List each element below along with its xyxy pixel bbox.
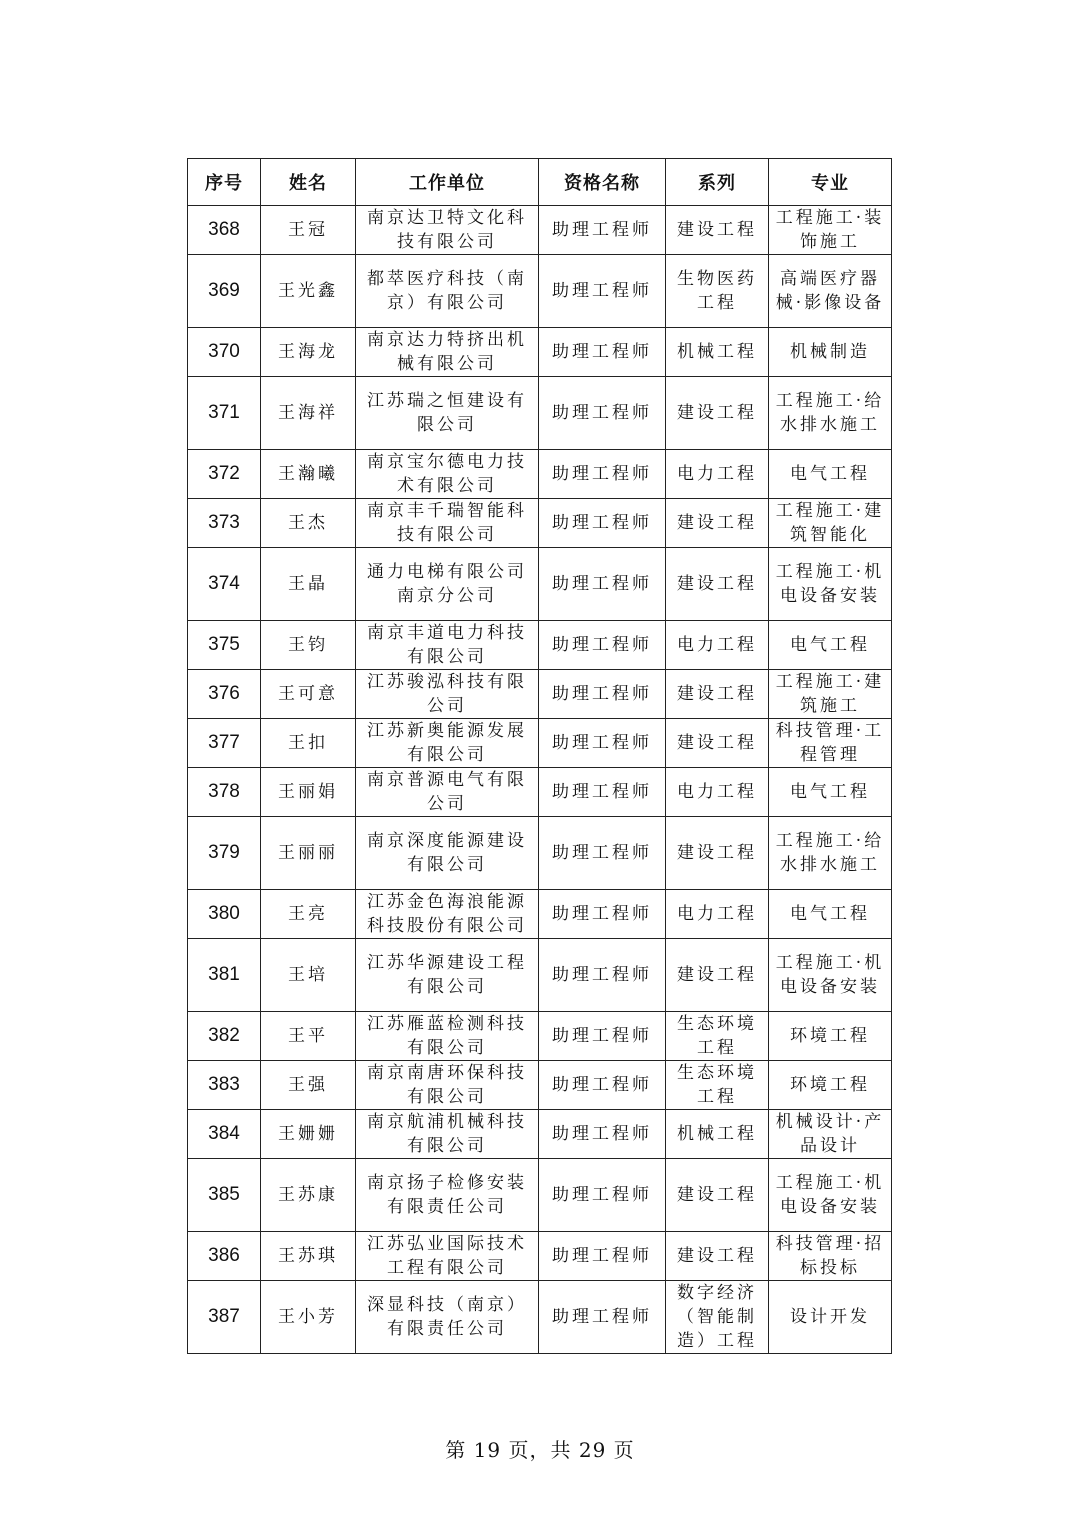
cell-series: 建设工程 xyxy=(666,499,769,548)
cell-name: 王苏琪 xyxy=(261,1232,356,1281)
cell-major: 科技管理·工程管理 xyxy=(769,719,892,768)
cell-name: 王姗姗 xyxy=(261,1110,356,1159)
cell-qualification: 助理工程师 xyxy=(539,450,666,499)
cell-unit: 江苏雁蓝检测科技有限公司 xyxy=(356,1012,539,1061)
header-seq: 序号 xyxy=(188,159,261,206)
cell-seq: 387 xyxy=(188,1281,261,1354)
cell-qualification: 助理工程师 xyxy=(539,548,666,621)
cell-seq: 381 xyxy=(188,939,261,1012)
table-row xyxy=(188,206,892,255)
cell-unit: 江苏金色海浪能源科技股份有限公司 xyxy=(356,890,539,939)
cell-major: 科技管理·招标投标 xyxy=(769,1232,892,1281)
cell-seq: 384 xyxy=(188,1110,261,1159)
table-header-row xyxy=(188,159,892,206)
cell-seq: 368 xyxy=(188,206,261,255)
cell-unit: 南京深度能源建设有限公司 xyxy=(356,817,539,890)
header-major: 专业 xyxy=(769,159,892,206)
cell-seq: 378 xyxy=(188,768,261,817)
table-row xyxy=(188,621,892,670)
cell-major: 环境工程 xyxy=(769,1012,892,1061)
table-row xyxy=(188,768,892,817)
cell-unit: 江苏华源建设工程有限公司 xyxy=(356,939,539,1012)
cell-unit: 南京达力特挤出机械有限公司 xyxy=(356,328,539,377)
cell-seq: 386 xyxy=(188,1232,261,1281)
cell-major: 工程施工·建筑施工 xyxy=(769,670,892,719)
cell-seq: 382 xyxy=(188,1012,261,1061)
cell-name: 王培 xyxy=(261,939,356,1012)
cell-name: 王钧 xyxy=(261,621,356,670)
table-row xyxy=(188,377,892,450)
cell-major: 机械制造 xyxy=(769,328,892,377)
cell-unit: 南京丰道电力科技有限公司 xyxy=(356,621,539,670)
table-row xyxy=(188,255,892,328)
cell-major: 工程施工·给水排水施工 xyxy=(769,377,892,450)
cell-major: 工程施工·机电设备安装 xyxy=(769,939,892,1012)
cell-series: 建设工程 xyxy=(666,719,769,768)
cell-seq: 372 xyxy=(188,450,261,499)
cell-qualification: 助理工程师 xyxy=(539,1159,666,1232)
cell-series: 电力工程 xyxy=(666,890,769,939)
cell-major: 高端医疗器械·影像设备 xyxy=(769,255,892,328)
cell-name: 王丽丽 xyxy=(261,817,356,890)
cell-unit: 江苏骏泓科技有限公司 xyxy=(356,670,539,719)
cell-series: 电力工程 xyxy=(666,768,769,817)
cell-name: 王平 xyxy=(261,1012,356,1061)
cell-unit: 通力电梯有限公司南京分公司 xyxy=(356,548,539,621)
table-row xyxy=(188,817,892,890)
cell-name: 王小芳 xyxy=(261,1281,356,1354)
cell-major: 工程施工·装饰施工 xyxy=(769,206,892,255)
cell-unit: 南京达卫特文化科技有限公司 xyxy=(356,206,539,255)
cell-seq: 369 xyxy=(188,255,261,328)
cell-seq: 380 xyxy=(188,890,261,939)
table-row xyxy=(188,1012,892,1061)
cell-qualification: 助理工程师 xyxy=(539,670,666,719)
qualification-table xyxy=(187,158,892,1354)
cell-major: 工程施工·机电设备安装 xyxy=(769,548,892,621)
cell-major: 电气工程 xyxy=(769,890,892,939)
table-row xyxy=(188,1159,892,1232)
cell-unit: 江苏弘业国际技术工程有限公司 xyxy=(356,1232,539,1281)
cell-major: 设计开发 xyxy=(769,1281,892,1354)
cell-seq: 379 xyxy=(188,817,261,890)
cell-name: 王扣 xyxy=(261,719,356,768)
cell-unit: 深显科技（南京）有限责任公司 xyxy=(356,1281,539,1354)
cell-seq: 383 xyxy=(188,1061,261,1110)
cell-name: 王亮 xyxy=(261,890,356,939)
cell-major: 机械设计·产品设计 xyxy=(769,1110,892,1159)
cell-unit: 南京航浦机械科技有限公司 xyxy=(356,1110,539,1159)
cell-name: 王可意 xyxy=(261,670,356,719)
table-row xyxy=(188,499,892,548)
cell-series: 数字经济（智能制造）工程 xyxy=(666,1281,769,1354)
table-row xyxy=(188,890,892,939)
cell-name: 王强 xyxy=(261,1061,356,1110)
cell-major: 电气工程 xyxy=(769,621,892,670)
cell-unit: 江苏新奥能源发展有限公司 xyxy=(356,719,539,768)
header-unit: 工作单位 xyxy=(356,159,539,206)
cell-qualification: 助理工程师 xyxy=(539,1110,666,1159)
cell-unit: 南京普源电气有限公司 xyxy=(356,768,539,817)
cell-major: 环境工程 xyxy=(769,1061,892,1110)
cell-qualification: 助理工程师 xyxy=(539,817,666,890)
cell-series: 电力工程 xyxy=(666,450,769,499)
header-qualification: 资格名称 xyxy=(539,159,666,206)
table-body xyxy=(188,206,892,1354)
cell-qualification: 助理工程师 xyxy=(539,328,666,377)
cell-name: 王海祥 xyxy=(261,377,356,450)
table-row xyxy=(188,719,892,768)
cell-series: 建设工程 xyxy=(666,670,769,719)
cell-seq: 375 xyxy=(188,621,261,670)
cell-name: 王冠 xyxy=(261,206,356,255)
cell-seq: 376 xyxy=(188,670,261,719)
cell-unit: 南京南唐环保科技有限公司 xyxy=(356,1061,539,1110)
cell-qualification: 助理工程师 xyxy=(539,499,666,548)
cell-seq: 373 xyxy=(188,499,261,548)
cell-qualification: 助理工程师 xyxy=(539,768,666,817)
page-footer: 第 19 页，共 29 页 xyxy=(445,1438,635,1462)
cell-unit: 都萃医疗科技（南京）有限公司 xyxy=(356,255,539,328)
cell-series: 建设工程 xyxy=(666,377,769,450)
cell-seq: 370 xyxy=(188,328,261,377)
cell-qualification: 助理工程师 xyxy=(539,1012,666,1061)
cell-series: 机械工程 xyxy=(666,328,769,377)
cell-seq: 371 xyxy=(188,377,261,450)
cell-name: 王杰 xyxy=(261,499,356,548)
table-row xyxy=(188,1232,892,1281)
cell-series: 建设工程 xyxy=(666,548,769,621)
cell-name: 王丽娟 xyxy=(261,768,356,817)
cell-name: 王海龙 xyxy=(261,328,356,377)
cell-seq: 374 xyxy=(188,548,261,621)
cell-series: 电力工程 xyxy=(666,621,769,670)
table-row xyxy=(188,1061,892,1110)
cell-unit: 南京宝尔德电力技术有限公司 xyxy=(356,450,539,499)
cell-qualification: 助理工程师 xyxy=(539,377,666,450)
cell-qualification: 助理工程师 xyxy=(539,890,666,939)
cell-name: 王光鑫 xyxy=(261,255,356,328)
header-name: 姓名 xyxy=(261,159,356,206)
cell-unit: 南京扬子检修安装有限责任公司 xyxy=(356,1159,539,1232)
header-series: 系列 xyxy=(666,159,769,206)
cell-seq: 377 xyxy=(188,719,261,768)
cell-qualification: 助理工程师 xyxy=(539,1061,666,1110)
table-row xyxy=(188,1110,892,1159)
table-row xyxy=(188,939,892,1012)
cell-name: 王晶 xyxy=(261,548,356,621)
cell-qualification: 助理工程师 xyxy=(539,719,666,768)
table-row xyxy=(188,1281,892,1354)
cell-qualification: 助理工程师 xyxy=(539,939,666,1012)
table-row xyxy=(188,548,892,621)
cell-major: 工程施工·机电设备安装 xyxy=(769,1159,892,1232)
cell-series: 生态环境工程 xyxy=(666,1012,769,1061)
table-row xyxy=(188,670,892,719)
cell-series: 生物医药工程 xyxy=(666,255,769,328)
cell-qualification: 助理工程师 xyxy=(539,206,666,255)
cell-major: 工程施工·给水排水施工 xyxy=(769,817,892,890)
cell-series: 生态环境工程 xyxy=(666,1061,769,1110)
cell-name: 王苏康 xyxy=(261,1159,356,1232)
cell-major: 电气工程 xyxy=(769,450,892,499)
cell-name: 王瀚曦 xyxy=(261,450,356,499)
cell-qualification: 助理工程师 xyxy=(539,1232,666,1281)
cell-unit: 南京丰千瑞智能科技有限公司 xyxy=(356,499,539,548)
table-row xyxy=(188,450,892,499)
cell-seq: 385 xyxy=(188,1159,261,1232)
table-row xyxy=(188,328,892,377)
cell-series: 机械工程 xyxy=(666,1110,769,1159)
cell-series: 建设工程 xyxy=(666,1232,769,1281)
cell-qualification: 助理工程师 xyxy=(539,255,666,328)
cell-series: 建设工程 xyxy=(666,939,769,1012)
cell-series: 建设工程 xyxy=(666,206,769,255)
cell-qualification: 助理工程师 xyxy=(539,1281,666,1354)
cell-major: 电气工程 xyxy=(769,768,892,817)
cell-qualification: 助理工程师 xyxy=(539,621,666,670)
cell-series: 建设工程 xyxy=(666,817,769,890)
cell-major: 工程施工·建筑智能化 xyxy=(769,499,892,548)
cell-unit: 江苏瑞之恒建设有限公司 xyxy=(356,377,539,450)
cell-series: 建设工程 xyxy=(666,1159,769,1232)
